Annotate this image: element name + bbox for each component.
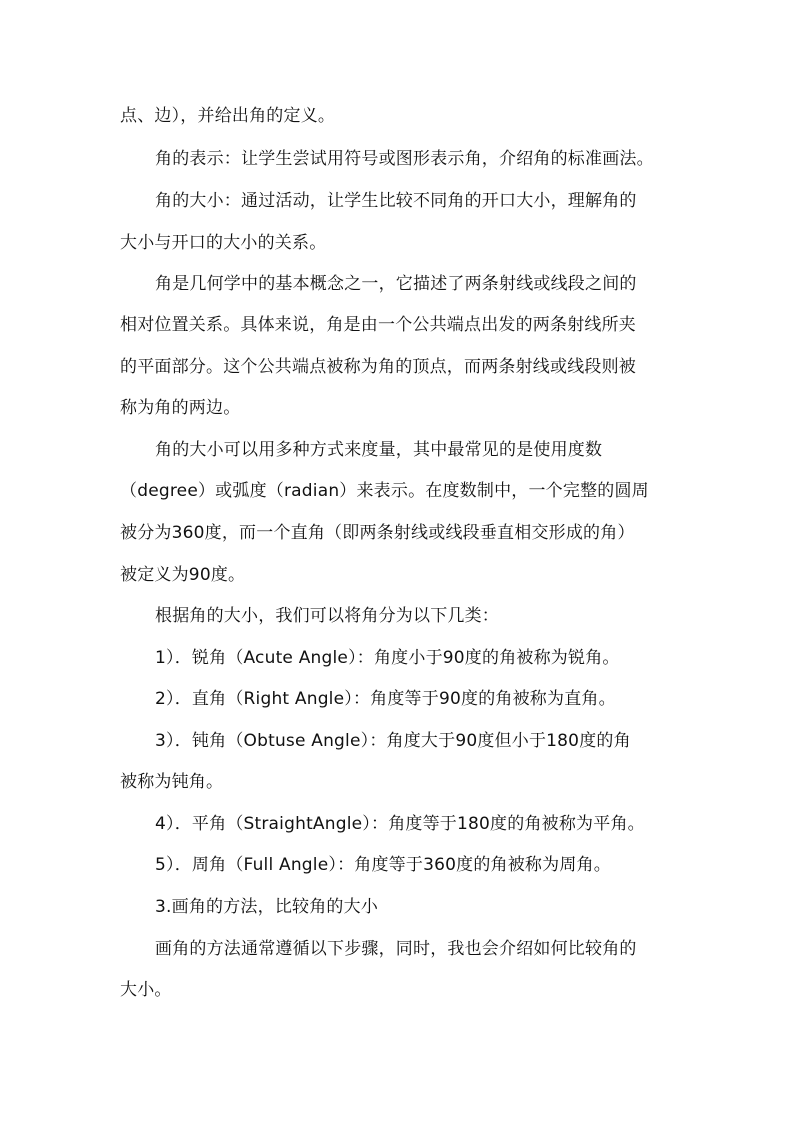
text-line-8: 称为角的两边。 xyxy=(120,398,241,418)
text-line-19: 5）．周角（Full Angle）：角度等于360度的角被称为周角。 xyxy=(155,855,611,875)
section-heading: 3.画角的方法，比较角的大小 xyxy=(155,897,379,917)
text-line-18: 4）．平角（StraightAngle）：角度等于180度的角被称为平角。 xyxy=(155,814,645,834)
text-line-2: 角的表示：让学生尝试用符号或图形表示角，介绍角的标准画法。 xyxy=(155,149,654,169)
text-line-4: 大小与开口的大小的关系。 xyxy=(120,233,327,253)
text-line-17: 被称为钝角。 xyxy=(120,772,224,792)
text-line-22: 大小。 xyxy=(120,980,172,1000)
text-line-21: 画角的方法通常遵循以下步骤，同时，我也会介绍如何比较角的 xyxy=(155,939,637,959)
text-line-11: 被分为360度，而一个直角（即两条射线或线段垂直相交形成的角） xyxy=(120,523,635,543)
text-line-9: 角的大小可以用多种方式来度量，其中最常见的是使用度数 xyxy=(155,440,603,460)
text-line-10: （degree）或弧度（radian）来表示。在度数制中，一个完整的圆周 xyxy=(120,481,649,501)
text-line-6: 相对位置关系。具体来说，角是由一个公共端点出发的两条射线所夹 xyxy=(120,315,636,335)
text-line-12: 被定义为90度。 xyxy=(120,565,246,585)
text-line-7: 的平面部分。这个公共端点被称为角的顶点，而两条射线或线段则被 xyxy=(120,357,636,377)
text-line-1: 点、边），并给出角的定义。 xyxy=(120,106,336,126)
text-line-5: 角是几何学中的基本概念之一，它描述了两条射线或线段之间的 xyxy=(155,274,637,294)
text-line-15: 2）．直角（Right Angle）：角度等于90度的角被称为直角。 xyxy=(155,689,616,709)
text-line-13: 根据角的大小，我们可以将角分为以下几类： xyxy=(155,606,499,626)
text-line-16: 3）．钝角（Obtuse Angle）：角度大于90度但小于180度的角 xyxy=(155,731,631,751)
text-line-14: 1）．锐角（Acute Angle）：角度小于90度的角被称为锐角。 xyxy=(155,648,620,668)
text-line-3: 角的大小：通过活动，让学生比较不同角的开口大小，理解角的 xyxy=(155,191,637,211)
